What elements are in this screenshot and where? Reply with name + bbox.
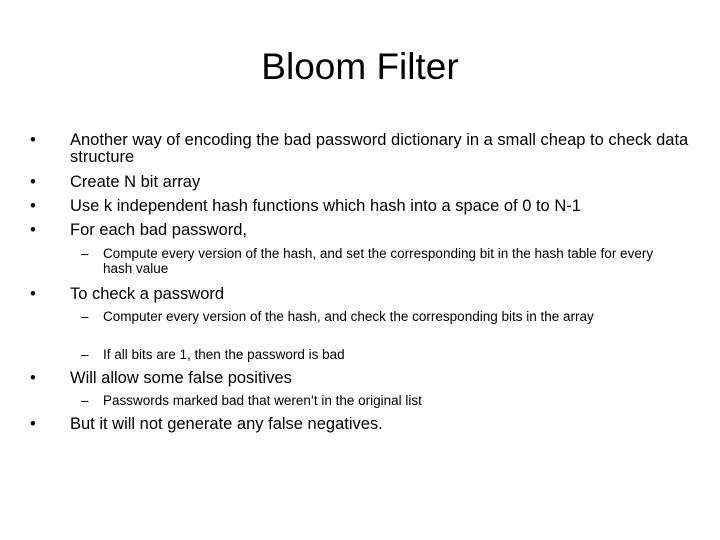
dash-marker: – bbox=[81, 347, 89, 362]
bullet-marker: • bbox=[30, 415, 36, 433]
bullet-item bbox=[30, 286, 690, 303]
bullet-text: Use k independent hash functions which hash into a space of 0 to N-1 bbox=[70, 197, 581, 215]
bullet-text: But it will not generate any false negatives. bbox=[70, 415, 383, 433]
bullet-text: For each bad password, bbox=[70, 221, 248, 239]
dash-marker: – bbox=[81, 246, 89, 261]
bullet-item bbox=[30, 198, 690, 215]
sub-bullet-item bbox=[81, 246, 681, 276]
sub-bullet-text: Compute every version of the hash, and set the corresponding bit in the hash table for every hash value bbox=[103, 246, 654, 276]
sub-bullet-text: If all bits are 1, then the password is bad bbox=[103, 347, 345, 362]
dash-marker: – bbox=[81, 393, 89, 408]
bullet-text: Another way of encoding the bad password dictionary in a small cheap to check data structure bbox=[70, 131, 689, 166]
bullet-marker: • bbox=[30, 369, 36, 387]
bullet-item bbox=[30, 222, 690, 239]
bullet-item bbox=[30, 174, 690, 191]
dash-marker: – bbox=[81, 309, 89, 324]
bullet-marker: • bbox=[30, 173, 36, 191]
bullet-text: Create N bit array bbox=[70, 173, 201, 191]
bullet-marker: • bbox=[30, 131, 36, 149]
sub-bullet-text: Computer every version of the hash, and check the corresponding bits in the array bbox=[103, 309, 594, 324]
sub-bullet-item bbox=[81, 393, 681, 408]
bullet-text: To check a password bbox=[70, 285, 225, 303]
bullet-marker: • bbox=[30, 221, 36, 239]
sub-bullet-item bbox=[81, 309, 681, 324]
bullet-text: Will allow some false positives bbox=[70, 369, 292, 387]
sub-bullet-text: Passwords marked bad that weren’t in the original list bbox=[103, 393, 422, 408]
bullet-item bbox=[30, 132, 690, 165]
bullet-item bbox=[30, 370, 690, 387]
bullet-marker: • bbox=[30, 285, 36, 303]
bullet-item bbox=[30, 416, 690, 433]
sub-bullet-item bbox=[81, 347, 681, 362]
slide-title: Bloom Filter bbox=[261, 46, 459, 87]
bullet-marker: • bbox=[30, 197, 36, 215]
